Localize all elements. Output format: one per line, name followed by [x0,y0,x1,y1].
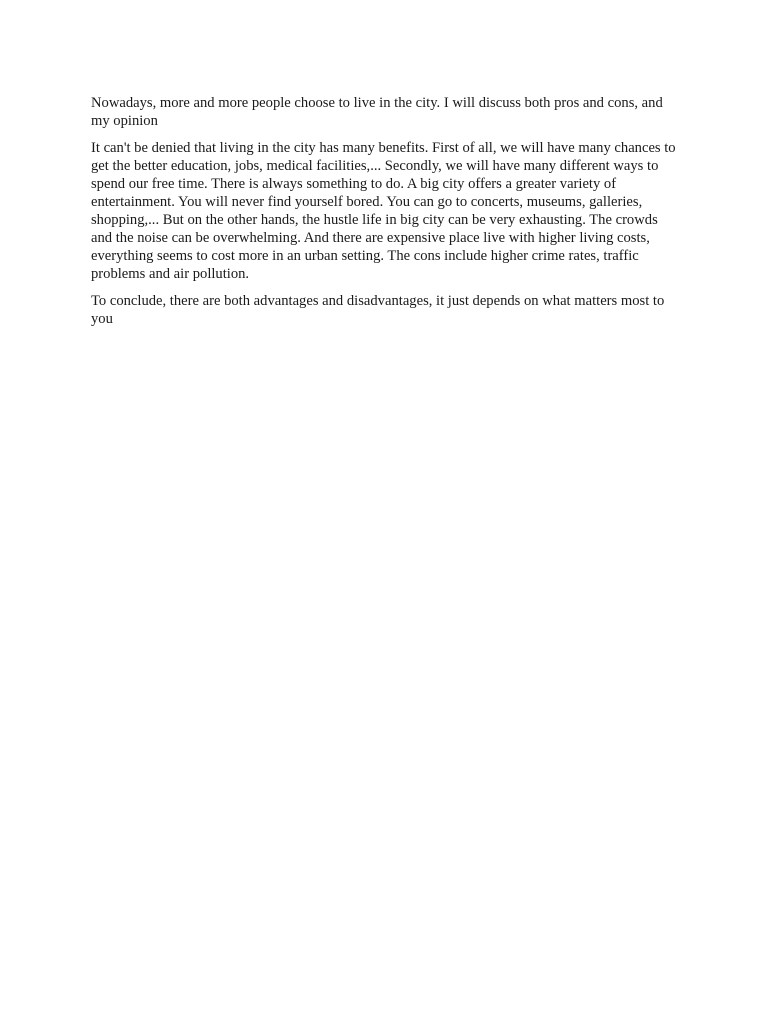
paragraph-body: It can't be denied that living in the city has many benefits. First of all, we will have many chances to get the better education, jobs, medical facilities,... Secondly, we will have many different ways to spend our free time. There is always something to do. A big city offers a greater variety of entertainment. You will never find yourself bored. You can go to concerts, museums, galleries, shopping,... But on the other hands, the hustle life in big city can be very exhausting. The crowds and the noise can be overwhelming. And there are expensive place live with higher living costs, everything seems to cost more in an urban setting. The cons include higher crime rates, traffic problems and air pollution. [91,140,676,282]
paragraph-introduction: Nowadays, more and more people choose to live in the city. I will discuss both pros and cons, and my opinion [91,95,663,129]
paragraph-conclusion: To conclude, there are both advantages and disadvantages, it just depends on what matters most to you [91,293,665,327]
document-body [91,94,681,337]
